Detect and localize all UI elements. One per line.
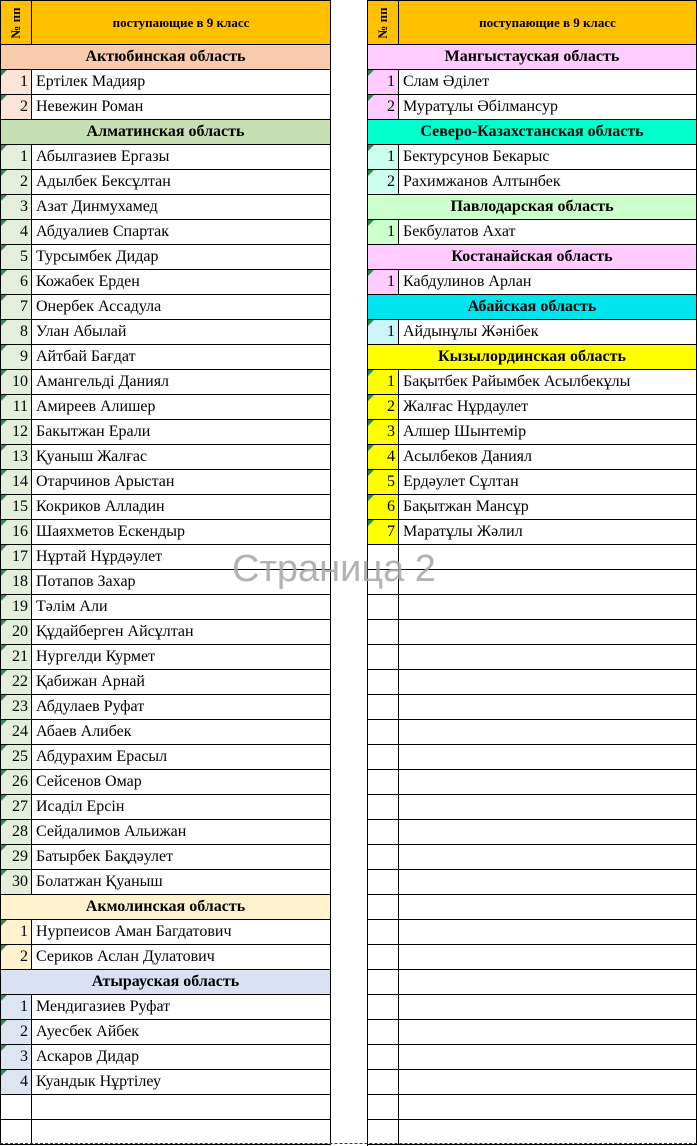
table-row xyxy=(0,920,331,945)
table-row xyxy=(0,195,331,220)
row-number-cell: 2 xyxy=(1,1020,32,1044)
row-number-cell: 2 xyxy=(368,95,399,119)
table-row xyxy=(0,320,331,345)
student-name-cell: Кожабек Ерден xyxy=(36,273,140,290)
empty-row xyxy=(367,570,697,595)
table-row xyxy=(0,645,331,670)
student-name-cell: Кокриков Алладин xyxy=(36,498,165,515)
student-name-cell: Рахимжанов Алтынбек xyxy=(403,173,561,190)
table-row xyxy=(0,245,331,270)
row-number-cell: 2 xyxy=(1,945,32,969)
empty-row xyxy=(367,920,697,945)
table-row xyxy=(0,770,331,795)
row-number-cell: 1 xyxy=(1,70,32,94)
table-row xyxy=(0,495,331,520)
student-name-cell: Абдуалиев Спартак xyxy=(36,223,170,240)
row-number-cell: 6 xyxy=(1,270,32,294)
student-name-cell: Отарчинов Арыстан xyxy=(36,473,175,490)
row-number-cell: 1 xyxy=(368,270,399,294)
student-name-cell: Амиреев Алишер xyxy=(36,398,156,415)
empty-row xyxy=(367,845,697,870)
student-name-cell: Онербек Ассадула xyxy=(36,298,162,315)
left-rows xyxy=(0,45,331,1145)
table-row xyxy=(0,520,331,545)
row-number-cell xyxy=(368,845,399,869)
empty-row xyxy=(367,1120,697,1145)
header-title: поступающие в 9 класс xyxy=(399,1,697,45)
table-row xyxy=(0,570,331,595)
table-row xyxy=(0,745,331,770)
row-number-cell xyxy=(368,920,399,944)
row-number-cell: 1 xyxy=(368,145,399,169)
empty-row xyxy=(367,1070,697,1095)
row-number-cell xyxy=(368,1120,399,1144)
row-number-cell: 23 xyxy=(1,695,32,719)
row-number-cell: 14 xyxy=(1,470,32,494)
row-number-cell: 7 xyxy=(368,520,399,544)
table-row xyxy=(367,470,697,495)
table-row xyxy=(367,70,697,95)
student-name-cell: Азат Динмухамед xyxy=(36,198,158,215)
row-number-cell: 1 xyxy=(368,370,399,394)
row-number-cell: 27 xyxy=(1,795,32,819)
table-row xyxy=(0,145,331,170)
left-table xyxy=(0,0,331,1146)
header-title: поступающие в 9 класс xyxy=(32,1,331,45)
row-number-cell: 3 xyxy=(368,420,399,444)
student-name-cell xyxy=(403,970,696,994)
row-number-cell xyxy=(368,545,399,569)
student-name-cell: Турсымбек Дидар xyxy=(36,248,159,265)
row-number-cell: 2 xyxy=(368,170,399,194)
student-name-cell xyxy=(403,1020,696,1044)
page-watermark: Страница 2 xyxy=(232,548,436,590)
table-row xyxy=(0,420,331,445)
student-name-cell xyxy=(403,645,696,669)
row-number-cell xyxy=(368,970,399,994)
student-name-cell: Ердәулет Сұлтан xyxy=(403,473,519,490)
student-name-cell: Нургелди Курмет xyxy=(36,648,156,665)
table-row xyxy=(0,995,331,1020)
table-row xyxy=(0,370,331,395)
student-name-cell: Нурпеисов Аман Багдатович xyxy=(36,923,232,940)
row-number-cell: 1 xyxy=(368,320,399,344)
table-row xyxy=(0,295,331,320)
student-name-cell: Құдайберген Айсұлтан xyxy=(36,623,194,640)
table-row xyxy=(0,795,331,820)
student-name-cell: Айдынұлы Жәнібек xyxy=(403,323,539,340)
table-row xyxy=(0,820,331,845)
empty-row xyxy=(367,795,697,820)
row-number-cell: 21 xyxy=(1,645,32,669)
row-number-cell: 18 xyxy=(1,570,32,594)
empty-row xyxy=(367,670,697,695)
empty-row xyxy=(367,595,697,620)
number-header-label: № пп xyxy=(8,7,23,39)
row-number-cell: 4 xyxy=(368,445,399,469)
row-number-cell xyxy=(368,595,399,619)
empty-row xyxy=(367,970,697,995)
empty-row xyxy=(367,745,697,770)
row-number-cell xyxy=(368,720,399,744)
table-row xyxy=(0,545,331,570)
empty-row xyxy=(367,620,697,645)
row-number-cell xyxy=(368,945,399,969)
student-name-cell xyxy=(403,1045,696,1069)
student-name-cell xyxy=(403,820,696,844)
student-name-cell: Абдурахим Ерасыл xyxy=(36,748,168,765)
empty-row xyxy=(367,1045,697,1070)
empty-row xyxy=(367,945,697,970)
student-name-cell: Потапов Захар xyxy=(36,573,136,590)
table-row xyxy=(0,220,331,245)
table-header xyxy=(367,0,697,45)
table-row xyxy=(0,870,331,895)
row-number-cell xyxy=(368,1020,399,1044)
empty-row xyxy=(367,895,697,920)
student-name-cell: Сейсенов Омар xyxy=(36,773,142,790)
empty-row xyxy=(0,1120,331,1145)
right-table xyxy=(367,0,697,1146)
student-name-cell: Нұртай Нұрдәулет xyxy=(36,548,163,565)
table-row xyxy=(0,470,331,495)
row-number-cell: 24 xyxy=(1,720,32,744)
student-name-cell: Бекбулатов Ахат xyxy=(403,223,516,240)
student-name-cell xyxy=(403,720,696,744)
row-number-cell xyxy=(368,620,399,644)
student-name-cell xyxy=(403,595,696,619)
student-name-cell: Алшер Шынтемір xyxy=(403,423,527,440)
table-row xyxy=(0,945,331,970)
empty-row xyxy=(367,695,697,720)
student-name-cell: Мендигазиев Руфат xyxy=(36,998,171,1015)
row-number-cell xyxy=(368,870,399,894)
row-number-cell: 4 xyxy=(1,1070,32,1094)
table-row xyxy=(0,95,331,120)
table-row xyxy=(0,445,331,470)
row-number-cell: 15 xyxy=(1,495,32,519)
empty-row xyxy=(367,995,697,1020)
student-name-cell: Аскаров Дидар xyxy=(36,1048,140,1065)
row-number-cell xyxy=(368,570,399,594)
region-header: Актюбинская область xyxy=(0,45,331,70)
student-name-cell: Куандык Нұртілеу xyxy=(36,1073,162,1090)
row-number-cell xyxy=(368,770,399,794)
table-row xyxy=(367,145,697,170)
page-break-line xyxy=(0,1143,697,1144)
student-name-cell: Слам Әділет xyxy=(403,73,490,90)
row-number-cell: 29 xyxy=(1,845,32,869)
table-row xyxy=(0,70,331,95)
region-header: Абайская область xyxy=(367,295,697,320)
student-name-cell xyxy=(403,870,696,894)
row-number-cell: 7 xyxy=(1,295,32,319)
row-number-cell xyxy=(1,1120,32,1144)
row-number-cell: 22 xyxy=(1,670,32,694)
table-row xyxy=(0,595,331,620)
student-name-cell: Невежин Роман xyxy=(36,98,144,115)
student-name-cell: Болатжан Қуаныш xyxy=(36,873,163,890)
student-name-cell xyxy=(403,670,696,694)
table-row xyxy=(0,670,331,695)
table-row xyxy=(0,170,331,195)
row-number-cell: 19 xyxy=(1,595,32,619)
student-name-cell: Сейдалимов Альижан xyxy=(36,823,187,840)
student-name-cell xyxy=(403,545,696,569)
empty-row xyxy=(367,545,697,570)
table-row xyxy=(0,1070,331,1095)
region-header: Кызылординская область xyxy=(367,345,697,370)
row-number-cell: 1 xyxy=(1,145,32,169)
row-number-cell xyxy=(368,670,399,694)
region-header: Алматинская область xyxy=(0,120,331,145)
student-name-cell: Бакытжан Ерали xyxy=(36,423,151,440)
student-name-cell: Қабижан Арнай xyxy=(36,673,145,690)
row-number-cell: 28 xyxy=(1,820,32,844)
row-number-cell: 13 xyxy=(1,445,32,469)
empty-row xyxy=(367,720,697,745)
student-name-cell: Бақытжан Мансұр xyxy=(403,498,529,515)
student-name-cell: Амангельді Даниял xyxy=(36,373,170,390)
empty-row xyxy=(367,1020,697,1045)
number-column-header xyxy=(367,1,399,45)
student-name-cell xyxy=(403,1095,696,1119)
table-row xyxy=(0,345,331,370)
empty-row xyxy=(0,1095,331,1120)
row-number-cell: 25 xyxy=(1,745,32,769)
student-name-cell: Ауесбек Айбек xyxy=(36,1023,140,1040)
row-number-cell: 3 xyxy=(1,1045,32,1069)
region-header: Атырауская область xyxy=(0,970,331,995)
empty-row xyxy=(367,1095,697,1120)
student-name-cell: Бақытбек Райымбек Асылбекұлы xyxy=(403,373,631,390)
table-row xyxy=(0,845,331,870)
number-column-header xyxy=(0,1,32,45)
table-header xyxy=(0,0,331,45)
row-number-cell: 9 xyxy=(1,345,32,369)
table-row xyxy=(367,270,697,295)
region-header: Акмолинская область xyxy=(0,895,331,920)
student-name-cell: Маратұлы Жәлил xyxy=(403,523,523,540)
row-number-cell xyxy=(368,645,399,669)
student-name-cell xyxy=(403,745,696,769)
table-row xyxy=(0,720,331,745)
row-number-cell xyxy=(368,1095,399,1119)
student-name-cell xyxy=(36,1095,330,1119)
row-number-cell: 5 xyxy=(1,245,32,269)
student-name-cell: Сериков Аслан Дулатович xyxy=(36,948,215,965)
table-row xyxy=(0,620,331,645)
row-number-cell: 16 xyxy=(1,520,32,544)
row-number-cell: 2 xyxy=(368,395,399,419)
region-header: Мангыстауская область xyxy=(367,45,697,70)
row-number-cell xyxy=(368,895,399,919)
student-name-cell xyxy=(403,920,696,944)
row-number-cell: 2 xyxy=(1,170,32,194)
row-number-cell: 1 xyxy=(1,995,32,1019)
row-number-cell: 2 xyxy=(1,95,32,119)
table-row xyxy=(0,270,331,295)
table-row xyxy=(367,370,697,395)
student-name-cell: Қуаныш Жалғас xyxy=(36,448,148,465)
row-number-cell xyxy=(368,995,399,1019)
region-header: Павлодарская область xyxy=(367,195,697,220)
student-name-cell xyxy=(403,620,696,644)
table-row xyxy=(367,420,697,445)
student-name-cell xyxy=(403,795,696,819)
student-name-cell: Жалғас Нұрдаулет xyxy=(403,398,529,415)
student-name-cell: Абаев Алибек xyxy=(36,723,132,740)
student-name-cell: Абылгазиев Ергазы xyxy=(36,148,170,165)
row-number-cell: 30 xyxy=(1,870,32,894)
student-name-cell: Батырбек Бақдәулет xyxy=(36,848,174,865)
student-name-cell xyxy=(403,895,696,919)
empty-row xyxy=(367,870,697,895)
empty-row xyxy=(367,645,697,670)
student-name-cell xyxy=(403,845,696,869)
student-name-cell: Асылбеков Даниял xyxy=(403,448,533,465)
row-number-cell: 20 xyxy=(1,620,32,644)
region-header: Северо-Казахстанская область xyxy=(367,120,697,145)
right-rows xyxy=(367,45,697,1145)
student-name-cell: Шаяхметов Ескендыр xyxy=(36,523,185,540)
row-number-cell xyxy=(368,795,399,819)
row-number-cell: 1 xyxy=(368,220,399,244)
student-name-cell: Адылбек Бексұлтан xyxy=(36,173,171,190)
student-name-cell: Муратұлы Әбілмансур xyxy=(403,98,558,115)
row-number-cell: 17 xyxy=(1,545,32,569)
table-row xyxy=(0,1045,331,1070)
student-name-cell xyxy=(403,1120,696,1144)
row-number-cell: 3 xyxy=(1,195,32,219)
table-row xyxy=(0,1020,331,1045)
row-number-cell xyxy=(368,1045,399,1069)
student-name-cell: Бектурсунов Бекарыс xyxy=(403,148,550,165)
table-row xyxy=(367,220,697,245)
student-name-cell xyxy=(403,945,696,969)
row-number-cell: 4 xyxy=(1,220,32,244)
row-number-cell xyxy=(368,1070,399,1094)
student-name-cell xyxy=(36,1120,330,1144)
row-number-cell xyxy=(1,1095,32,1119)
row-number-cell xyxy=(368,745,399,769)
table-row xyxy=(367,320,697,345)
row-number-cell: 26 xyxy=(1,770,32,794)
student-name-cell: Абдулаев Руфат xyxy=(36,698,145,715)
row-number-cell xyxy=(368,820,399,844)
table-row xyxy=(367,170,697,195)
row-number-cell: 10 xyxy=(1,370,32,394)
row-number-cell: 1 xyxy=(1,920,32,944)
table-row xyxy=(367,520,697,545)
row-number-cell: 8 xyxy=(1,320,32,344)
row-number-cell: 1 xyxy=(368,70,399,94)
student-name-cell: Кабдулинов Арлан xyxy=(403,273,532,290)
column-gap xyxy=(331,0,368,1146)
table-row xyxy=(367,395,697,420)
student-name-cell: Айтбай Бағдат xyxy=(36,348,136,365)
row-number-cell: 11 xyxy=(1,395,32,419)
table-row xyxy=(0,695,331,720)
empty-row xyxy=(367,820,697,845)
student-name-cell: Исаділ Ерсін xyxy=(36,798,125,815)
row-number-cell xyxy=(368,695,399,719)
table-row xyxy=(367,445,697,470)
region-header: Костанайская область xyxy=(367,245,697,270)
empty-row xyxy=(367,770,697,795)
student-name-cell xyxy=(403,1070,696,1094)
student-name-cell: Ертілек Мадияр xyxy=(36,73,146,90)
row-number-cell: 5 xyxy=(368,470,399,494)
student-name-cell: Тәлім Али xyxy=(36,598,108,615)
row-number-cell: 12 xyxy=(1,420,32,444)
number-header-label: № пп xyxy=(375,7,390,39)
student-name-cell xyxy=(403,695,696,719)
student-name-cell xyxy=(403,570,696,594)
table-row xyxy=(367,495,697,520)
student-name-cell: Улан Абылай xyxy=(36,323,127,340)
row-number-cell: 6 xyxy=(368,495,399,519)
table-row xyxy=(0,395,331,420)
table-row xyxy=(367,95,697,120)
student-name-cell xyxy=(403,995,696,1019)
student-name-cell xyxy=(403,770,696,794)
